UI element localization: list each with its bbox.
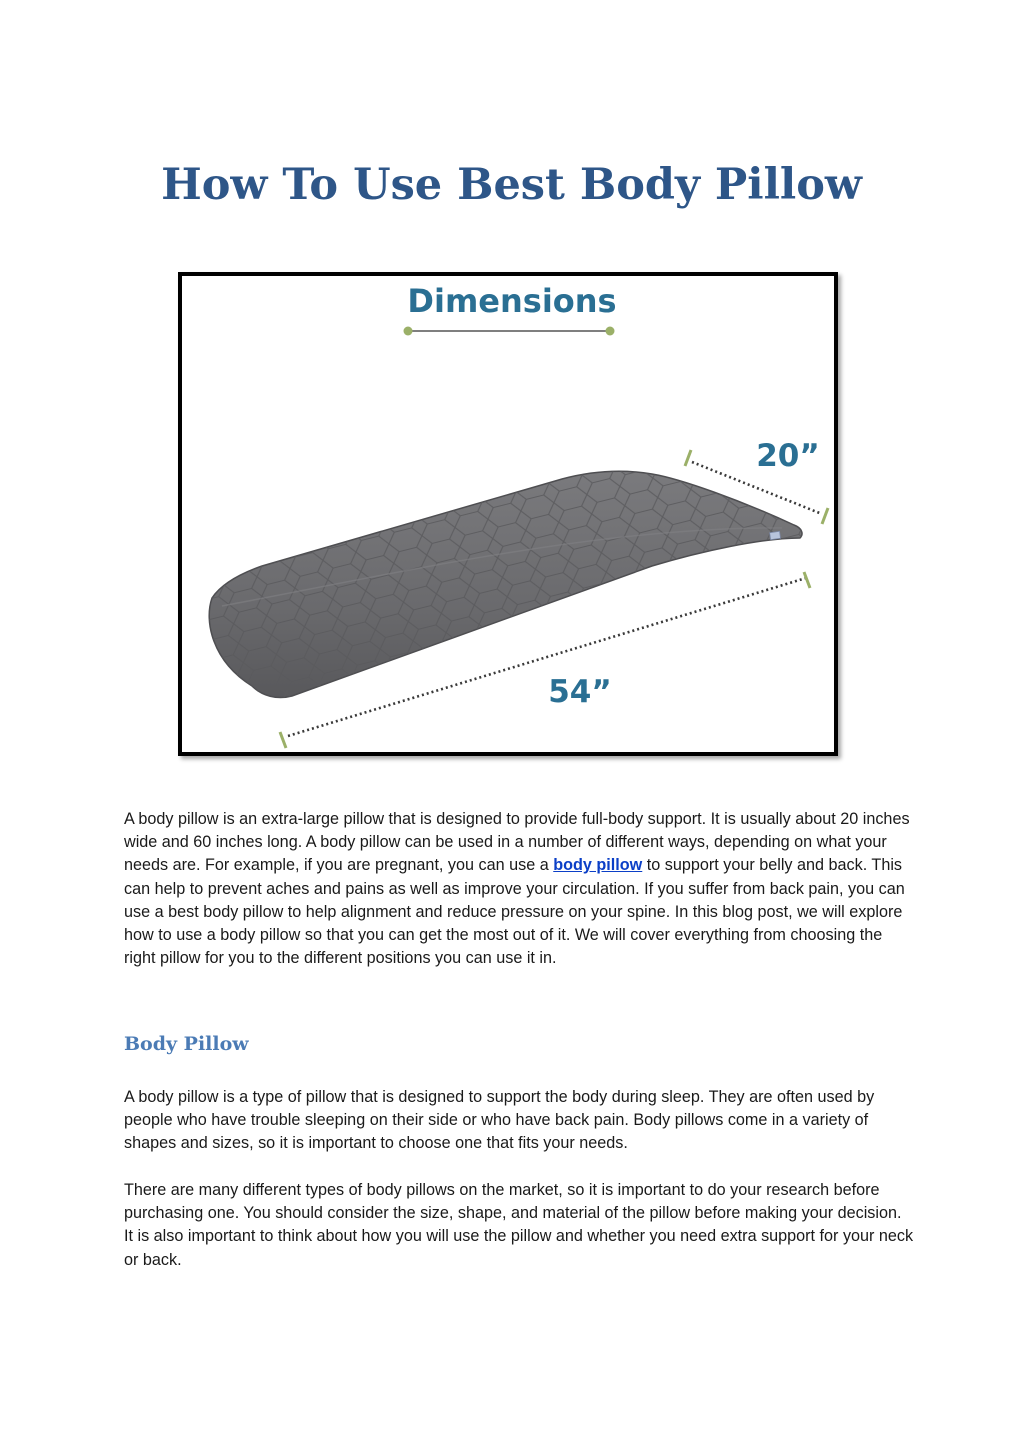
- section-paragraph-1: A body pillow is a type of pillow that is designed to support the body during sleep. They are often used by people who have trouble sleeping on their side or who have back pain. Body pillows come in a variety of shapes and sizes, so it is important to choose one that fits your needs.: [124, 1088, 875, 1153]
- length-label: 54”: [548, 674, 612, 710]
- page-title: How To Use Best Body Pillow: [161, 160, 862, 210]
- figure-heading: Dimensions: [407, 282, 617, 320]
- width-label: 20”: [756, 438, 820, 474]
- length-tick-end: [804, 572, 810, 588]
- width-tick-start: [685, 450, 691, 466]
- divider-dot-right: [606, 327, 615, 336]
- pillow-dimensions-figure: [178, 272, 838, 756]
- divider-dot-left: [404, 327, 413, 336]
- width-tick-end: [822, 508, 828, 524]
- section-paragraph-2: There are many different types of body pillows on the market, so it is important to do your research before purchasing one. You should consider the size, shape, and material of the pillow before making your decision. It is also important to think about how you will use the pillow and whether you need extra support for your neck or back.: [124, 1181, 914, 1269]
- pillow-tag: [770, 531, 781, 539]
- section-heading: Body Pillow: [124, 1033, 249, 1055]
- pillow-shape: [209, 471, 802, 697]
- intro-text-after-link: to support your belly and back. This can help to prevent aches and pains as well as improve your circulation. If you suffer from back pain, you can use a best body pillow to help alignment and reduce pressure on your spine. In this blog post, we will explore how to use a body pillow so that you can get the most out of it. We will cover everything from choosing the right pillow for you to the different positions you can use it in.: [124, 856, 905, 968]
- length-tick-start: [280, 732, 286, 748]
- intro-text-before-link: A body pillow is an extra-large pillow that is designed to provide full-body support. It is usually about 20 inches wide and 60 inches long. A body pillow can be used in a number of different ways, depending on what your needs are. For example, if you are pregnant, you can use a: [124, 810, 910, 875]
- pillow-illustration: [182, 276, 834, 752]
- body-pillow-link[interactable]: body pillow: [553, 856, 643, 875]
- intro-paragraph: [124, 808, 914, 970]
